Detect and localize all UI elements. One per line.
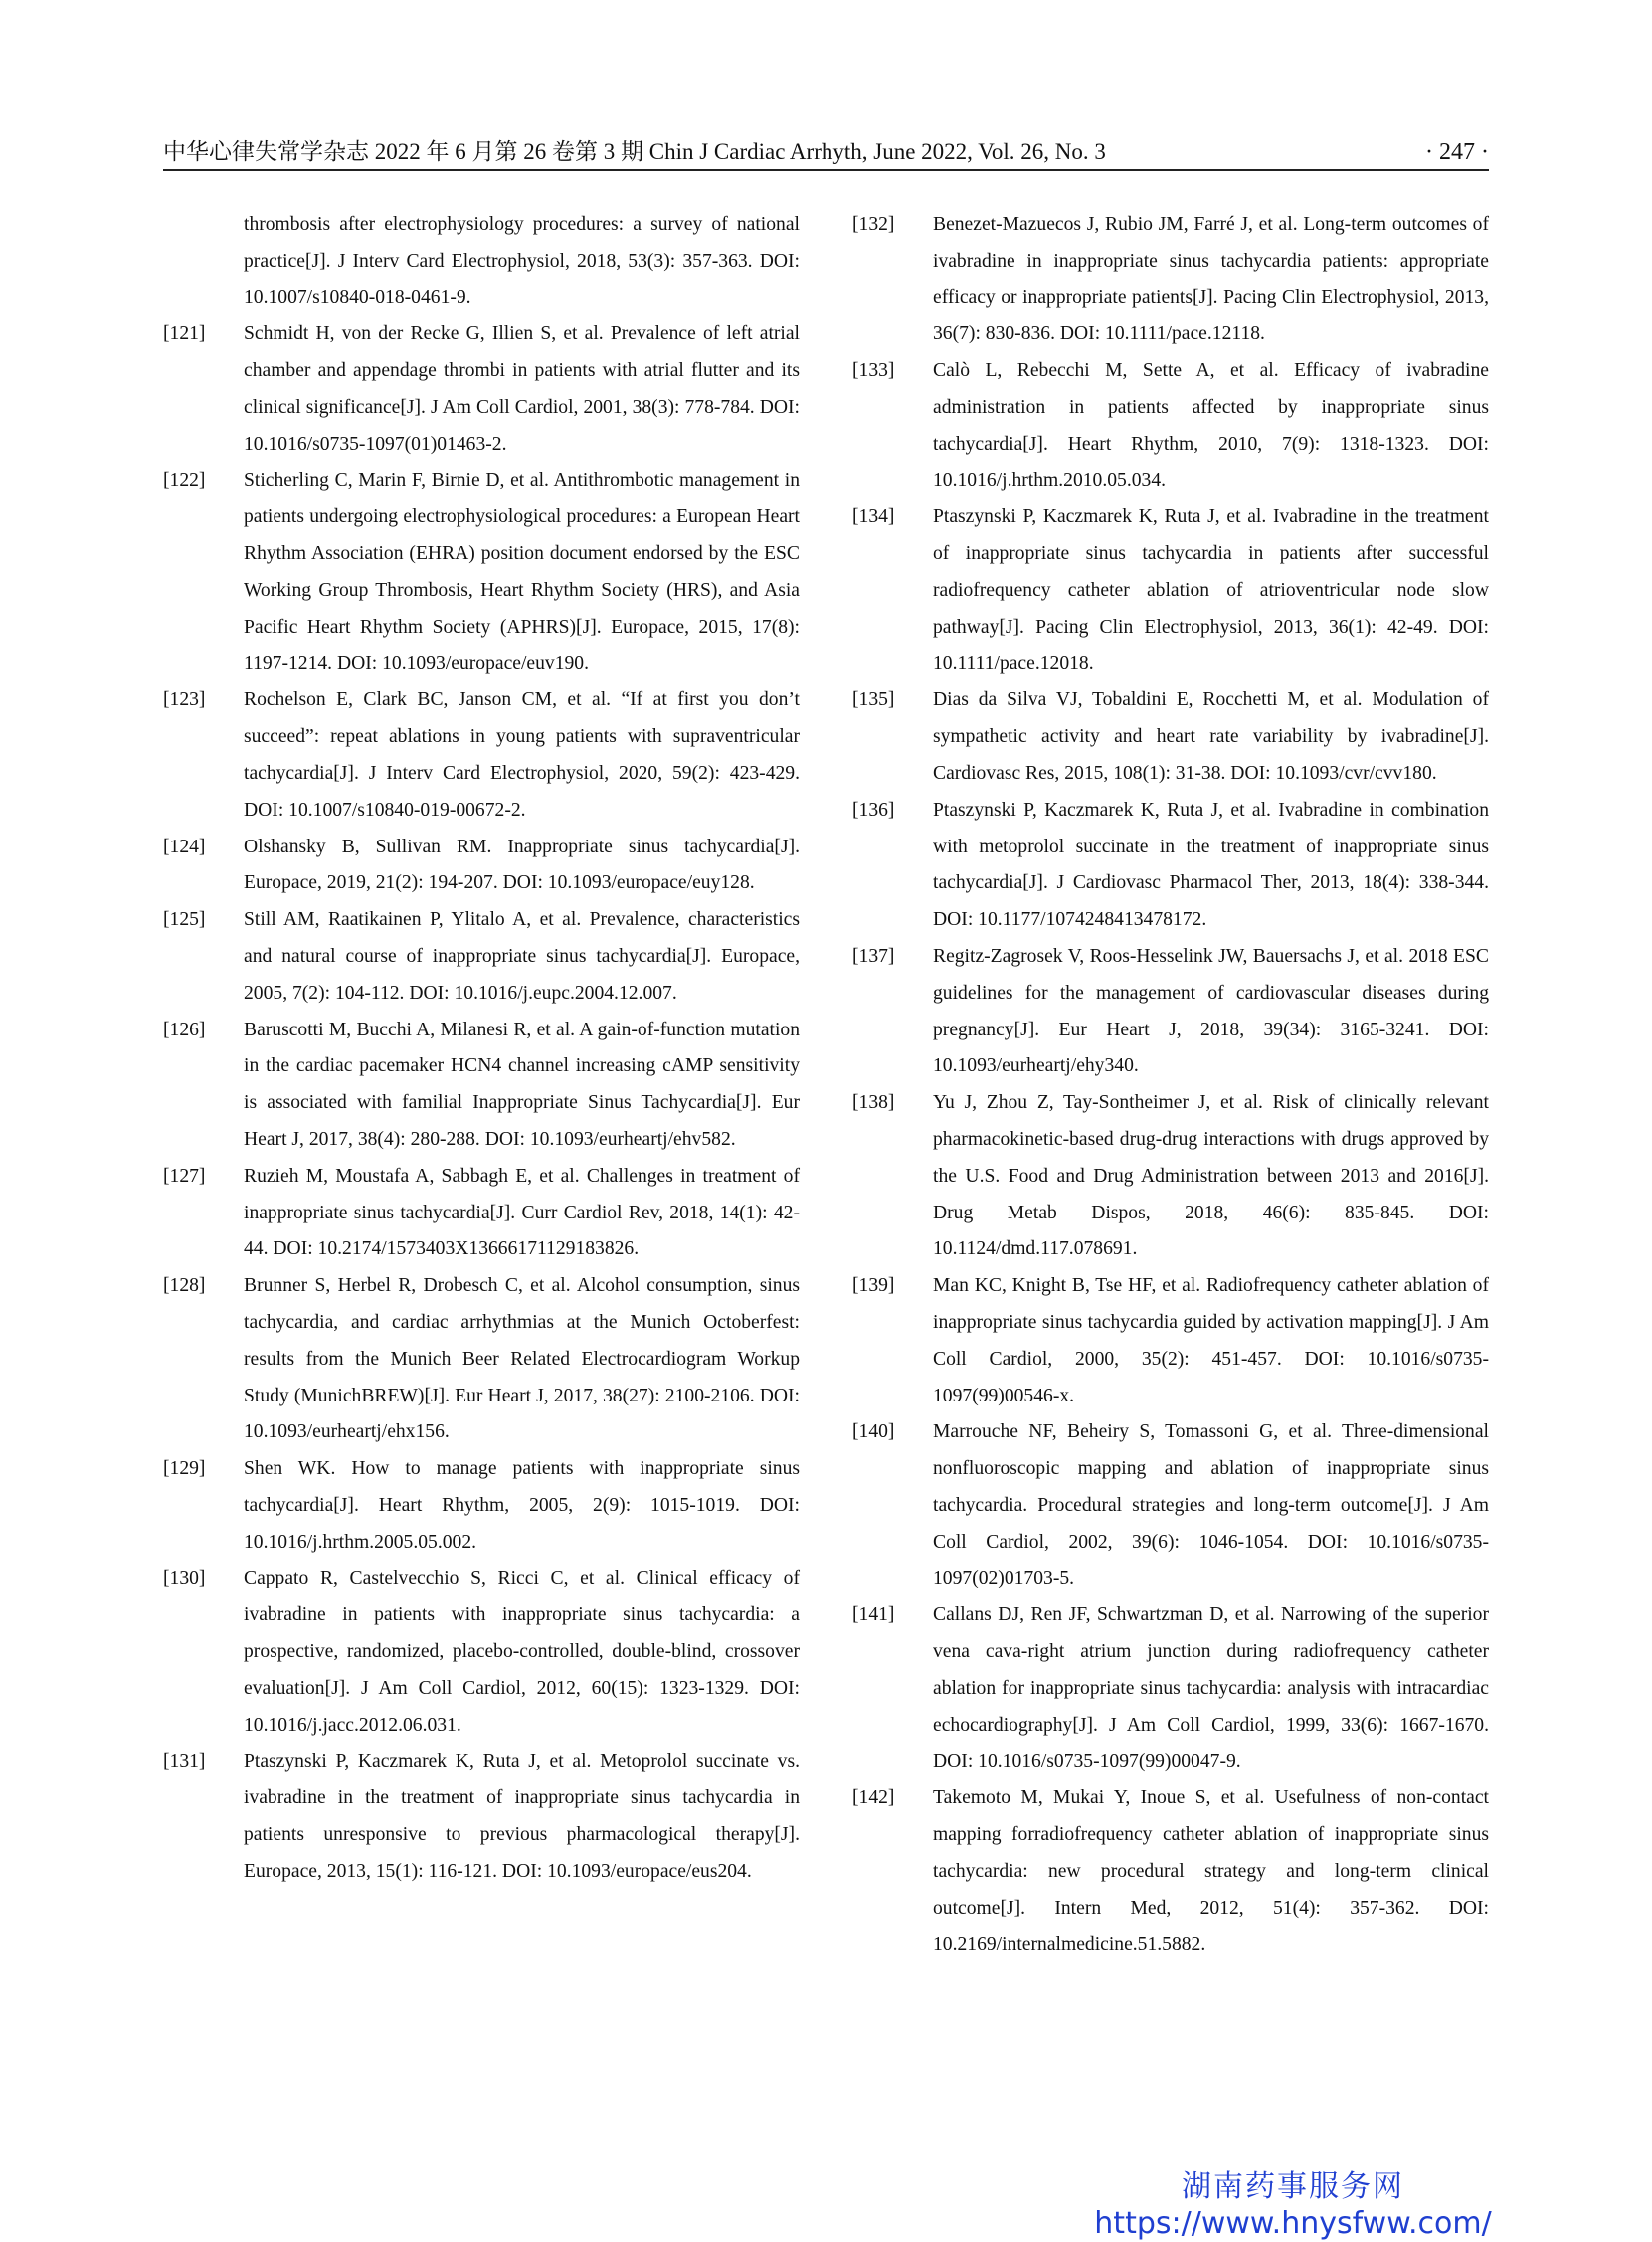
reference-list-left bbox=[163, 316, 800, 1890]
reference-text: Calò L, Rebecchi M, Sette A, et al. Efficacy of ivabradine administration in patients affected by inappropriate sinus tachycardia[J]. Heart Rhythm, 2010, 7(9): 1318-1323. DOI: 10.1016/j.hrthm.2010.05.034. bbox=[933, 360, 1489, 491]
watermark-url: https://www.hnysfww.com/ bbox=[1094, 2206, 1492, 2241]
reference-text: Still AM, Raatikainen P, Ylitalo A, et al. Prevalence, characteristics and natural course of inappropriate sinus tachycardia[J]. Europace, 2005, 7(2): 104-112. DOI: 10.1016/j.eupc.2004.12.007. bbox=[244, 909, 800, 1004]
reference-text: Ruzieh M, Moustafa A, Sabbagh E, et al. Challenges in treatment of inappropriate sinus tachycardia[J]. Curr Cardiol Rev, 2018, 14(1): 42-44. DOI: 10.2174/1573403X13666171129183826. bbox=[244, 1165, 800, 1260]
reference-entry bbox=[852, 1085, 1489, 1268]
reference-entry bbox=[163, 902, 800, 1012]
reference-text: Brunner S, Herbel R, Drobesch C, et al. Alcohol consumption, sinus tachycardia, and cardiac arrhythmias at the Munich Octoberfest: results from the Munich Beer Related Electrocardiogram Workup Study (MunichBREW)[J]. Eur Heart J, 2017, 38(27): 2100-2106. DOI: 10.1093/eurheartj/ehx156. bbox=[244, 1275, 800, 1443]
reference-number: [123] bbox=[163, 689, 206, 711]
reference-entry bbox=[852, 499, 1489, 682]
reference-number: [129] bbox=[163, 1458, 206, 1480]
reference-entry bbox=[852, 1597, 1489, 1780]
reference-number: [121] bbox=[163, 323, 206, 345]
reference-number: [126] bbox=[163, 1019, 206, 1040]
reference-number: [122] bbox=[163, 469, 206, 491]
reference-text: Ptaszynski P, Kaczmarek K, Ruta J, et al. Ivabradine in combination with metoprolol succinate in the treatment of inappropriate sinus tachycardia[J]. J Cardiovasc Pharmacol Ther, 2013, 18(4): 338-344. DOI: 10.1177/1074248413478172. bbox=[933, 799, 1489, 931]
reference-number: [140] bbox=[852, 1421, 895, 1443]
watermark-site-name: 湖南药事服务网 bbox=[1182, 2169, 1404, 2204]
running-header bbox=[163, 135, 1489, 171]
reference-text: Callans DJ, Ren JF, Schwartzman D, et al. Narrowing of the superior vena cava-right atrium junction during radiofrequency catheter ablation for inappropriate sinus tachycardia: analysis with intracardiac echocardiography[J]. J Am Coll Cardiol, 1999, 33(6): 1667-1670. DOI: 10.1016/s0735-1097(99)00047-9. bbox=[933, 1604, 1489, 1773]
reference-number: [132] bbox=[852, 214, 895, 235]
reference-number: [131] bbox=[163, 1751, 206, 1773]
reference-text: Rochelson E, Clark BC, Janson CM, et al. “If at first you don’t succeed”: repeat ablations in young patients with supraventricular tachycardia[J]. J Interv Card Electrophysiol, 2020, 59(2): 423-429. DOI: 10.1007/s10840-019-00672-2. bbox=[244, 689, 800, 821]
reference-entry bbox=[163, 1159, 800, 1268]
reference-entry bbox=[163, 1268, 800, 1451]
reference-entry bbox=[163, 682, 800, 829]
reference-text: Sticherling C, Marin F, Birnie D, et al. Antithrombotic management in patients undergoing electrophysiological procedures: a European Heart Rhythm Association (EHRA) position document endorsed by the ESC Working Group Thrombosis, Heart Rhythm Society (HRS), and Asia Pacific Heart Rhythm Society (APHRS)[J]. Europace, 2015, 17(8): 1197-1214. DOI: 10.1093/europace/euv190. bbox=[244, 469, 800, 674]
reference-column-left bbox=[163, 207, 800, 1891]
reference-text: Baruscotti M, Bucchi A, Milanesi R, et al. A gain-of-function mutation in the cardiac pacemaker HCN4 channel increasing cAMP sensitivity is associated with familial Inappropriate Sinus Tachycardia[J]. Eur Heart J, 2017, 38(4): 280-288. DOI: 10.1093/eurheartj/ehv582. bbox=[244, 1019, 800, 1150]
reference-entry bbox=[852, 939, 1489, 1085]
reference-entry bbox=[852, 1268, 1489, 1414]
reference-entry bbox=[852, 793, 1489, 939]
reference-number: [137] bbox=[852, 945, 895, 967]
reference-number: [125] bbox=[163, 909, 206, 931]
reference-text: Man KC, Knight B, Tse HF, et al. Radiofrequency catheter ablation of inappropriate sinus tachycardia guided by activation mapping[J]. J Am Coll Cardiol, 2000, 35(2): 451-457. DOI: 10.1016/s0735-1097(99)00546-x. bbox=[933, 1275, 1489, 1406]
reference-text: Takemoto M, Mukai Y, Inoue S, et al. Usefulness of non-contact mapping forradiofrequency catheter ablation of inappropriate sinus tachycardia: new procedural strategy and long-term clinical outcome[J]. Intern Med, 2012, 51(4): 357-362. DOI: 10.2169/internalmedicine.51.5882. bbox=[933, 1787, 1489, 1956]
reference-text: Ptaszynski P, Kaczmarek K, Ruta J, et al. Ivabradine in the treatment of inappropriate sinus tachycardia in patients after successful radiofrequency catheter ablation of atrioventricular node slow pathway[J]. Pacing Clin Electrophysiol, 2013, 36(1): 42-49. DOI: 10.1111/pace.12018. bbox=[933, 506, 1489, 674]
reference-entry bbox=[163, 1561, 800, 1744]
watermark bbox=[1069, 2168, 1517, 2242]
reference-number: [134] bbox=[852, 506, 895, 528]
reference-entry bbox=[163, 1013, 800, 1159]
reference-entry bbox=[852, 1780, 1489, 1963]
reference-number: [139] bbox=[852, 1275, 895, 1297]
reference-number: [136] bbox=[852, 799, 895, 821]
reference-text: Regitz-Zagrosek V, Roos-Hesselink JW, Bauersachs J, et al. 2018 ESC guidelines for the management of cardiovascular diseases during pregnancy[J]. Eur Heart J, 2018, 39(34): 3165-3241. DOI: 10.1093/eurheartj/ehy340. bbox=[933, 945, 1489, 1077]
reference-text: Schmidt H, von der Recke G, Illien S, et al. Prevalence of left atrial chamber and appendage thrombi in patients with atrial flutter and its clinical significance[J]. J Am Coll Cardiol, 2001, 38(3): 778-784. DOI: 10.1016/s0735-1097(01)01463-2. bbox=[244, 323, 800, 455]
reference-text: Dias da Silva VJ, Tobaldini E, Rocchetti M, et al. Modulation of sympathetic activity and heart rate variability by ivabradine[J]. Cardiovasc Res, 2015, 108(1): 31-38. DOI: 10.1093/cvr/cvv180. bbox=[933, 689, 1489, 784]
reference-entry bbox=[163, 1451, 800, 1561]
reference-entry bbox=[163, 316, 800, 463]
reference-entry bbox=[852, 353, 1489, 499]
reference-text: Marrouche NF, Beheiry S, Tomassoni G, et al. Three-dimensional nonfluoroscopic mapping and ablation of inappropriate sinus tachycardia. Procedural strategies and long-term outcome[J]. J Am Coll Cardiol, 2002, 39(6): 1046-1054. DOI: 10.1016/s0735-1097(02)01703-5. bbox=[933, 1421, 1489, 1589]
reference-text: Olshansky B, Sullivan RM. Inappropriate sinus tachycardia[J]. Europace, 2019, 21(2): 194-207. DOI: 10.1093/europace/euy128. bbox=[244, 836, 800, 894]
reference-number: [133] bbox=[852, 360, 895, 382]
reference-number: [127] bbox=[163, 1165, 206, 1187]
reference-text: Cappato R, Castelvecchio S, Ricci C, et al. Clinical efficacy of ivabradine in patients with inappropriate sinus tachycardia: a prospective, randomized, placebo-controlled, double-blind, crossover evaluation[J]. J Am Coll Cardiol, 2012, 60(15): 1323-1329. DOI: 10.1016/j.jacc.2012.06.031. bbox=[244, 1568, 800, 1736]
reference-entry bbox=[852, 682, 1489, 792]
reference-list-right bbox=[852, 207, 1489, 1963]
reference-number: [141] bbox=[852, 1604, 895, 1626]
journal-citation: 中华心律失常学杂志 2022 年 6 月第 26 卷第 3 期 Chin J Cardiac Arrhyth, June 2022, Vol. 26, No. 3 bbox=[163, 139, 1106, 164]
reference-number: [142] bbox=[852, 1787, 895, 1809]
reference-text: Benezet-Mazuecos J, Rubio JM, Farré J, et al. Long-term outcomes of ivabradine in inappropriate sinus tachycardia patients: appropriate efficacy or inappropriate patients[J]. Pacing Clin Electrophysiol, 2013, 36(7): 830-836. DOI: 10.1111/pace.12118. bbox=[933, 214, 1489, 345]
reference-number: [128] bbox=[163, 1275, 206, 1297]
reference-text: Shen WK. How to manage patients with inappropriate sinus tachycardia[J]. Heart Rhythm, 2005, 2(9): 1015-1019. DOI: 10.1016/j.hrthm.2005.05.002. bbox=[244, 1458, 800, 1553]
reference-number: [130] bbox=[163, 1568, 206, 1589]
reference-entry bbox=[852, 207, 1489, 353]
reference-continuation: thrombosis after electrophysiology procedures: a survey of national practice[J]. J Interv Card Electrophysiol, 2018, 53(3): 357-363. DOI: 10.1007/s10840-018-0461-9. bbox=[244, 214, 800, 308]
reference-number: [124] bbox=[163, 836, 206, 857]
reference-number: [135] bbox=[852, 689, 895, 711]
reference-entry bbox=[163, 830, 800, 903]
page-number: · 247 · bbox=[1425, 139, 1489, 165]
reference-text: Ptaszynski P, Kaczmarek K, Ruta J, et al. Metoprolol succinate vs. ivabradine in the treatment of inappropriate sinus tachycardia in patients unresponsive to previous pharmacological therapy[J]. Europace, 2013, 15(1): 116-121. DOI: 10.1093/europace/eus204. bbox=[244, 1751, 800, 1882]
reference-entry bbox=[852, 1414, 1489, 1597]
reference-column-right bbox=[852, 207, 1489, 1963]
reference-text: Yu J, Zhou Z, Tay-Sontheimer J, et al. Risk of clinically relevant pharmacokinetic-based drug-drug interactions with drugs approved by the U.S. Food and Drug Administration between 2013 and 2016[J]. Drug Metab Dispos, 2018, 46(6): 835-845. DOI: 10.1124/dmd.117.078691. bbox=[933, 1092, 1489, 1260]
reference-number: [138] bbox=[852, 1092, 895, 1114]
reference-entry bbox=[163, 1744, 800, 1890]
reference-entry bbox=[163, 464, 800, 683]
